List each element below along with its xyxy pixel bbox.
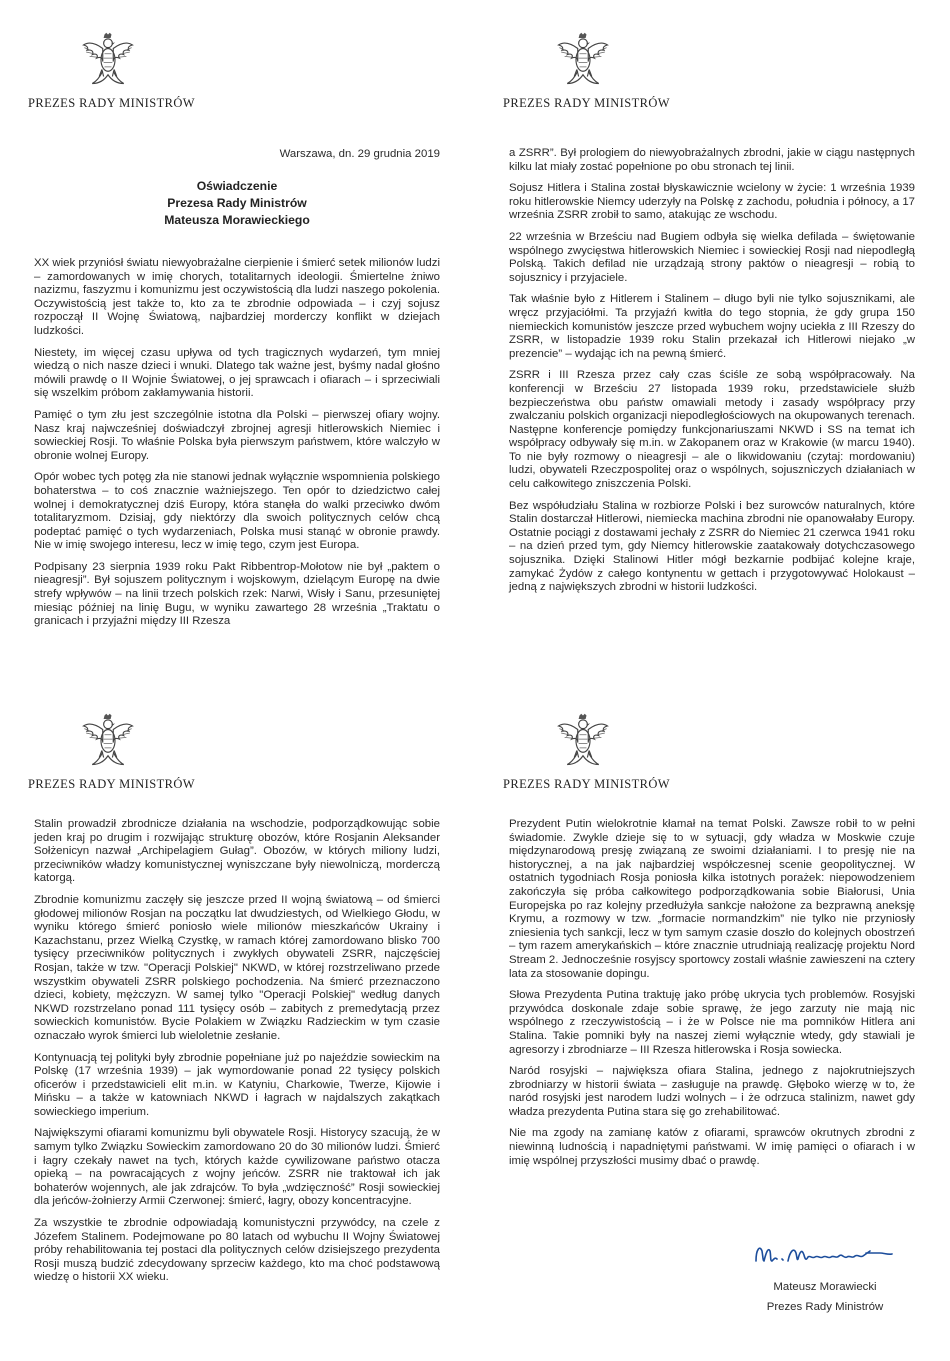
emblem-icon bbox=[80, 709, 136, 771]
office-name: PREZES RADY MINISTRÓW bbox=[503, 777, 670, 791]
letterhead bbox=[28, 705, 228, 805]
paragraph: Naród rosyjski – największa ofiara Stalina, jednego z najokrutniejszych zbrodniarzy w historii świata – zasługuje na prawdę. Głęboko wierzę w to, że naród rosyjski jest narodem ludzi wolnych – i że odrzuca stalinizm, nawet gdy władza prezydenta Putina stara się go zrehabilitować. bbox=[509, 1065, 915, 1118]
signatory-name: Mateusz Morawiecki bbox=[773, 1281, 877, 1293]
paragraph: Największymi ofiarami komunizmu byli obywatele Rosji. Historycy szacują, że w samym tylko Związku Sowieckim zamordowano 20 do 30 milionów ludzi. Śmierć i łagry czekały nawet na tych, których każde cywilizowane państwo otacza opieką – na powracających z wojny jeńców. ZSRR nie traktował ich jak bohaterów wojennych, ale jak zdrajców. To była „wdzięczność” Rosji sowieckiej dla jeńców-żołnierzy Armii Czerwonej: śmierć, łagry, obozy koncentracyjne. bbox=[34, 1127, 440, 1208]
statement-title bbox=[34, 178, 440, 229]
date-line: Warszawa, dn. 29 grudnia 2019 bbox=[279, 148, 440, 160]
paragraph: ZSRR i III Rzesza przez cały czas ściśle ze sobą współpracowały. Na konferencji w Brześciu 27 listopada 1939 roku, przedstawiciele służb bezpieczeństwa obu państw omawiali metody i zasady współpracy przy zwalczaniu polskich organizacji niepodległościowych na okupowanych terenach. Następne konferencje pomiędzy funkcjonariuszami NKWD i SS na temat ich współpracy odbywały się m.in. w Zakopanem oraz w Krakowie (w marcu 1940). To nie były rozmowy o nieagresji – ale o likwidowaniu (czytaj: mordowaniu) ludzi, obywateli Rzeczpospolitej oraz o wspólnych, sojuszniczych działaniach w celu całkowitego zniszczenia Polski. bbox=[509, 369, 915, 491]
letter-page-3 bbox=[0, 681, 475, 1361]
paragraph: Prezydent Putin wielokrotnie kłamał na temat Polski. Zawsze robił to w pełni świadomie. Zwykle dzieje się to w sytuacji, gdy władza w Moskwie czuje międzynarodową presję związaną ze swoimi działaniami. I to presję nie na historycznej, a na jak najbardziej współczesnej scenie geopolitycznej. W ostatnich tygodniach Rosja poniosła kilka istotnych porażek: niepowodzeniem zakończyła się próba całkowitego podporządkowania sobie Białorusi, Unia Europejska po raz kolejny przedłużyła sankcje nałożone za bezprawną aneksję Krymu, a rozmowy w tzw. „formacie normandzkim” nie tylko nie przyniosły zniesienia tych sankcji, lecz w tym samym czasie doszło do kolejnych obostrzeń – tym razem amerykańskich – które znacznie utrudniają realizację projektu Nord Stream 2. Jednocześnie rosyjscy sportowcy zostali właśnie zawieszeni na cztery lata za stosowanie dopingu. bbox=[509, 818, 915, 980]
paragraph: Słowa Prezydenta Putina traktuję jako próbę ukrycia tych problemów. Rosyjski przywódca doskonale zdaje sobie sprawę, że jego zarzuty nie mają nic wspólnego z rzeczywistością – i że w Polsce nie ma pomników Hitlera ani Stalina. Takie pomniki były na naszej ziemi wyłącznie wtedy, gdy stawiali je agresorzy i zbrodniarze – III Rzesza hitlerowska i Rosja sowiecka. bbox=[509, 989, 915, 1056]
office-name: PREZES RADY MINISTRÓW bbox=[503, 96, 670, 110]
paragraph: Za wszystkie te zbrodnie odpowiadają komunistyczni przywódcy, na czele z Józefem Stalinem. Podejmowane po 80 latach od wybuchu II Wojny Światowej próby rehabilitowania tej postaci dla politycznych celów dzisiejszego prezydenta Rosji muszą budzić zdecydowany sprzeciw każdego, kto ma choć podstawową wiedzę o historii XX wieku. bbox=[34, 1217, 440, 1284]
letter-page-2 bbox=[475, 0, 950, 680]
page-content bbox=[509, 818, 915, 1176]
handwritten-signature bbox=[750, 1241, 900, 1267]
paragraph: a ZSRR”. Był prologiem do niewyobrażalnych zbrodni, jakie w ciągu następnych kilku lat miały zostać popełnione po obu stronach tej linii. bbox=[509, 147, 915, 173]
page-content bbox=[509, 147, 915, 603]
emblem-icon bbox=[80, 28, 136, 90]
letter-page-1 bbox=[0, 0, 475, 680]
title-line: Prezesa Rady Ministrów bbox=[167, 196, 307, 210]
paragraph: Sojusz Hitlera i Stalina został błyskawicznie wcielony w życie: 1 września 1939 roku hitlerowskie Niemcy uderzyły na Polskę z zachodu, południa i północy, a 17 września ZSRR zrobił to samo, atakując ze wschodu. bbox=[509, 182, 915, 222]
letterhead bbox=[503, 24, 703, 124]
signatory-title: Prezes Rady Ministrów bbox=[766, 1301, 884, 1313]
emblem-icon bbox=[555, 28, 611, 90]
letter-page-4 bbox=[475, 681, 950, 1361]
page-content bbox=[34, 148, 440, 637]
paragraph: Pamięć o tym złu jest szczególnie istotna dla Polski – pierwszej ofiary wojny. Nasz kraj najwcześniej doświadczył zbrojnej agresji hitlerowskich Niemiec i sowieckiej Rosji. To właśnie Polska była pierwszym państwem, które walczyło w obronie wolnej Europy. bbox=[34, 408, 440, 462]
paragraph: Tak właśnie było z Hitlerem i Stalinem – długo byli nie tylko sojusznikami, ale wręcz przyjaciółmi. Ta przyjaźń kwitła do tego stopnia, że gdy grupa 150 niemieckich komunistów jeszcze przed wybuchem wojny uciekła z III Rzeszy do ZSRR, w listopadzie 1939 roku Stalin przekazał ich Hitlerowi niejako „w prezencie” – wydając ich na pewną śmierć. bbox=[509, 293, 915, 360]
title-line: Mateusza Morawieckiego bbox=[164, 213, 310, 227]
letterhead bbox=[28, 24, 228, 124]
letterhead bbox=[503, 705, 703, 805]
paragraph: Bez współudziału Stalina w rozbiorze Polski i bez surowców naturalnych, które Stalin dostarczał Hitlerowi, niemiecka machina zbrodni nie opanowałaby Europy. Ostatnie pociągi z dostawami jechały z ZSRR do Niemiec 21 czerwca 1941 roku – na dzień przed tym, gdy Niemcy hitlerowskie zaatakowały dotychczasowego sojusznika. Dzięki Stalinowi Hitler mógł bezkarnie podbijać kolejne kraje, zamykać Żydów z całego kontynentu w gettach i przygotowywać Holokaust – jedną z największych zbrodni w historii ludzkości. bbox=[509, 499, 915, 594]
paragraph: Podpisany 23 sierpnia 1939 roku Pakt Ribbentrop-Mołotow nie był „paktem o nieagresji”. Był sojuszem politycznym i wojskowym, dzielącym Europę na dwie strefy wpływów – na linii trzech polskich rzek: Narwi, Wisły i Sanu, przesuniętej miesiąc później na linię Bugu, w wyniku zawartego 28 września „Traktatu o granicach i przyjaźni między III Rzesza bbox=[34, 560, 440, 628]
page-content bbox=[34, 818, 440, 1293]
paragraph: XX wiek przyniósł światu niewyobrażalne cierpienie i śmierć setek milionów ludzi – zamordowanych w imię chorych, totalitarnych ideologii. Śmiertelne żniwo nazizmu, faszyzmu i komunizmu jest oczywistością dla ludzi naszego pokolenia. Oczywistością jest także to, kto za te zbrodnie odpowiada – i czyj sojusz rozpoczął II Wojnę Światową, najbardziej morderczy konflikt w dziejach ludzkości. bbox=[34, 257, 440, 337]
paragraph: Nie ma zgody na zamianę katów z ofiarami, sprawców okrutnych zbrodni z niewinną ludnością i napadniętymi państwami. W imię pamięci o ofiarach i w imię wspólnej przyszłości musimy dbać o prawdę. bbox=[509, 1127, 915, 1167]
paragraph: Kontynuacją tej polityki były zbrodnie popełniane już po najeździe sowieckim na Polskę (17 września 1939) – jak wymordowanie ponad 22 tysięcy polskich oficerów i przedstawicieli elit m.in. w Katyniu, Charkowie, Twerze, Kijowie i Mińsku – a także w katowniach NKWD i łagrach w najdalszych zakątkach sowieckiego imperium. bbox=[34, 1051, 440, 1118]
title-line: Oświadczenie bbox=[196, 179, 278, 193]
office-name: PREZES RADY MINISTRÓW bbox=[28, 777, 195, 791]
office-name: PREZES RADY MINISTRÓW bbox=[28, 96, 195, 110]
paragraph: Opór wobec tych potęg zła nie stanowi jednak wyłącznie wspomnienia polskiego bohaterstwa – to coś znacznie ważniejszego. Ten opór to dziedzictwo całej wolnej i demokratycznej dziś Europy, która stanęła do walki przeciwko dwóm totalitaryzmom. Dzisiaj, gdy niektórzy dla swoich politycznych celów chcą podeptać pamięć o tych wydarzeniach, Polska musi stanąć w obronie prawdy. Nie w imię swojego interesu, lecz w imię tego, czym jest Europa. bbox=[34, 471, 440, 552]
paragraph: Stalin prowadził zbrodnicze działania na wschodzie, podporządkowując sobie jeden kraj po drugim i rozwijając strukturę obozów, które Rosjanin Aleksander Sołżenicyn nazwał „Archipelagiem Gułag”. Obozów, w których miliony ludzi, przeciwników władzy komunistycznej wyniszczane były niewolniczą, morderczą katorgą. bbox=[34, 818, 440, 885]
paragraph: Niestety, im więcej czasu upływa od tych tragicznych wydarzeń, tym mniej wiedzą o nich nasze dzieci i wnuki. Dlatego tak ważne jest, byśmy nadal głośno mówili prawdę o II Wojnie Światowej, o jej sprawcach i ofiarach – i sprzeciwiali się wszelkim próbom zakłamywania historii. bbox=[34, 346, 440, 400]
paragraph: 22 września w Brześciu nad Bugiem odbyła się wielka defilada – świętowanie wspólnego zwycięstwa hitlerowskich Niemiec i sowieckiej Rosji nad niepodległą Polską. Takich defilad nie urządzają strony paktów o nieagresji – robią to sojusznicy i przyjaciele. bbox=[509, 230, 915, 284]
paragraph: Zbrodnie komunizmu zaczęły się jeszcze przed II wojną światową – od śmierci głodowej milionów Rosjan na początku lat dwudziestych, od Wielkiego Głodu, w wyniku którego śmierć poniosło wiele milionów mieszkańców Ukrainy i Kazachstanu, przez Wielką Czystkę, w ramach której zamordowano blisko 700 tysięcy przeciwników politycznych i zwykłych obywateli ZSRR, najczęściej Rosjan, także w tzw. "Operacji Polskiej" NKWD, w której rozstrzeliwano przede wszystkim obywateli ZSRR polskiego pochodzenia. Na śmierć przeznaczono dzieci, kobiety, mężczyzn. W samej tylko "Operacji Polskiej" według danych NKWD rozstrzelano ponad 111 tysięcy osób – zabitych z premedytacją przez sowieckich komunistów. Bycie Polakiem w Związku Radzieckim w tym czasie oznaczało wyrok śmierci lub wieloletnie zesłanie. bbox=[34, 893, 440, 1042]
emblem-icon bbox=[555, 709, 611, 771]
signature-block bbox=[730, 1241, 920, 1317]
